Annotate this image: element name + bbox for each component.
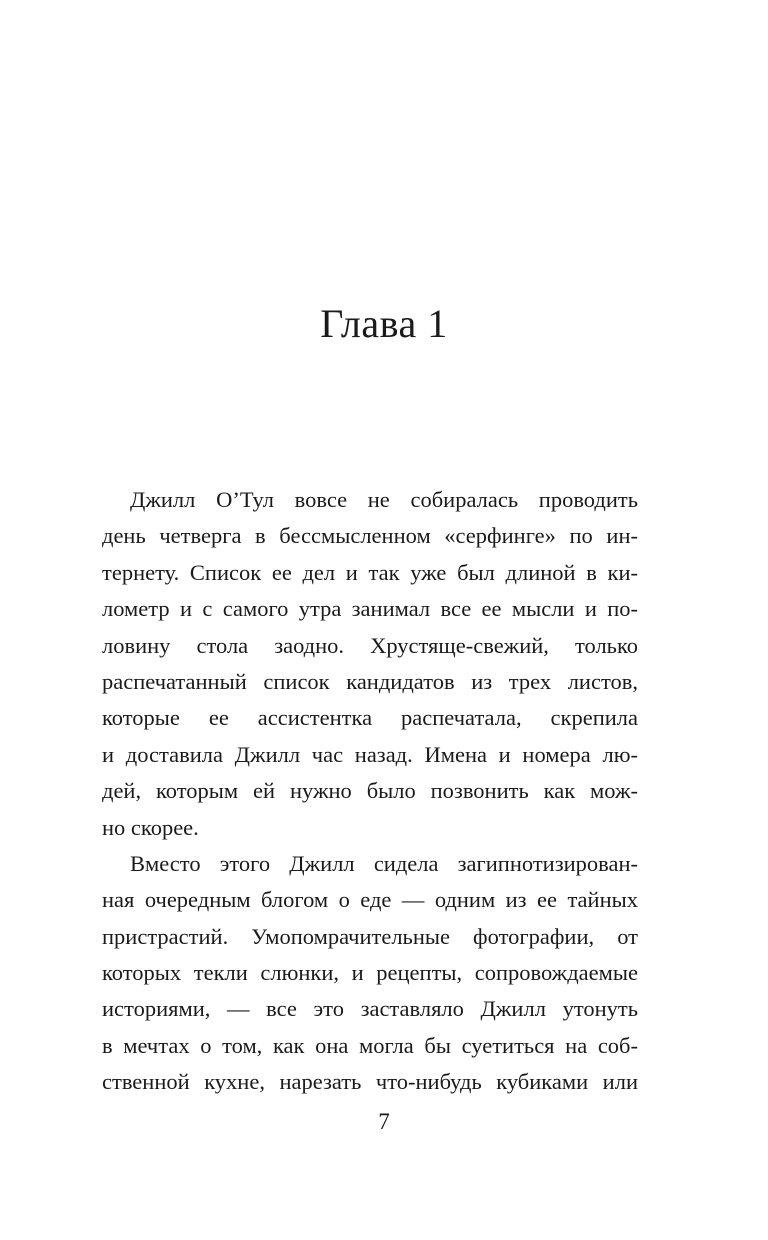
paragraph-2-line-3: пристрастий. Умопомрачительные фотографии, от bbox=[102, 923, 638, 949]
paragraph-2-line-7: ственной кухне, нарезать что-нибудь кубиками или bbox=[102, 1069, 638, 1095]
paragraph-1-line-4: лометр и с самого утра занимал все ее мысли и по- bbox=[102, 596, 638, 622]
paragraph-2-line-2: ная очередным блогом о еде — одним из ее тайных bbox=[102, 887, 638, 913]
chapter-title: Глава 1 bbox=[320, 301, 448, 346]
paragraph-1-line-2: день четверга в бессмысленном «серфинге» по ин- bbox=[102, 523, 638, 549]
body-text bbox=[102, 482, 638, 1101]
paragraph-1-line-3: тернету. Список ее дел и так уже был длиной в ки- bbox=[102, 559, 638, 585]
paragraph-2-line-5: историями, — все это заставляло Джилл утонуть bbox=[102, 996, 638, 1022]
paragraph-1-line-10: но скорее. bbox=[102, 814, 199, 840]
paragraph-2-line-4: которых текли слюнки, и рецепты, сопровождаемые bbox=[102, 960, 638, 986]
page-number: 7 bbox=[378, 1109, 390, 1134]
paragraph-1-line-9: дей, которым ей нужно было позвонить как мож- bbox=[102, 778, 638, 804]
paragraph-1-line-8: и доставила Джилл час назад. Имена и номера лю- bbox=[102, 741, 638, 767]
paragraph-1-line-5: ловину стола заодно. Хрустяще-свежий, только bbox=[102, 632, 638, 658]
paragraph-1-line-6: распечатанный список кандидатов из трех листов, bbox=[102, 668, 638, 694]
paragraph-2-line-6: в мечтах о том, как она могла бы суетиться на соб- bbox=[102, 1032, 638, 1058]
paragraph-1-line-7: которые ее ассистентка распечатала, скрепила bbox=[102, 705, 638, 731]
paragraph-1-line-1: Джилл О’Тул вовсе не собиралась проводить bbox=[130, 487, 638, 512]
paragraph-2-line-1: Вместо этого Джилл сидела загипнотизирован- bbox=[130, 850, 638, 876]
